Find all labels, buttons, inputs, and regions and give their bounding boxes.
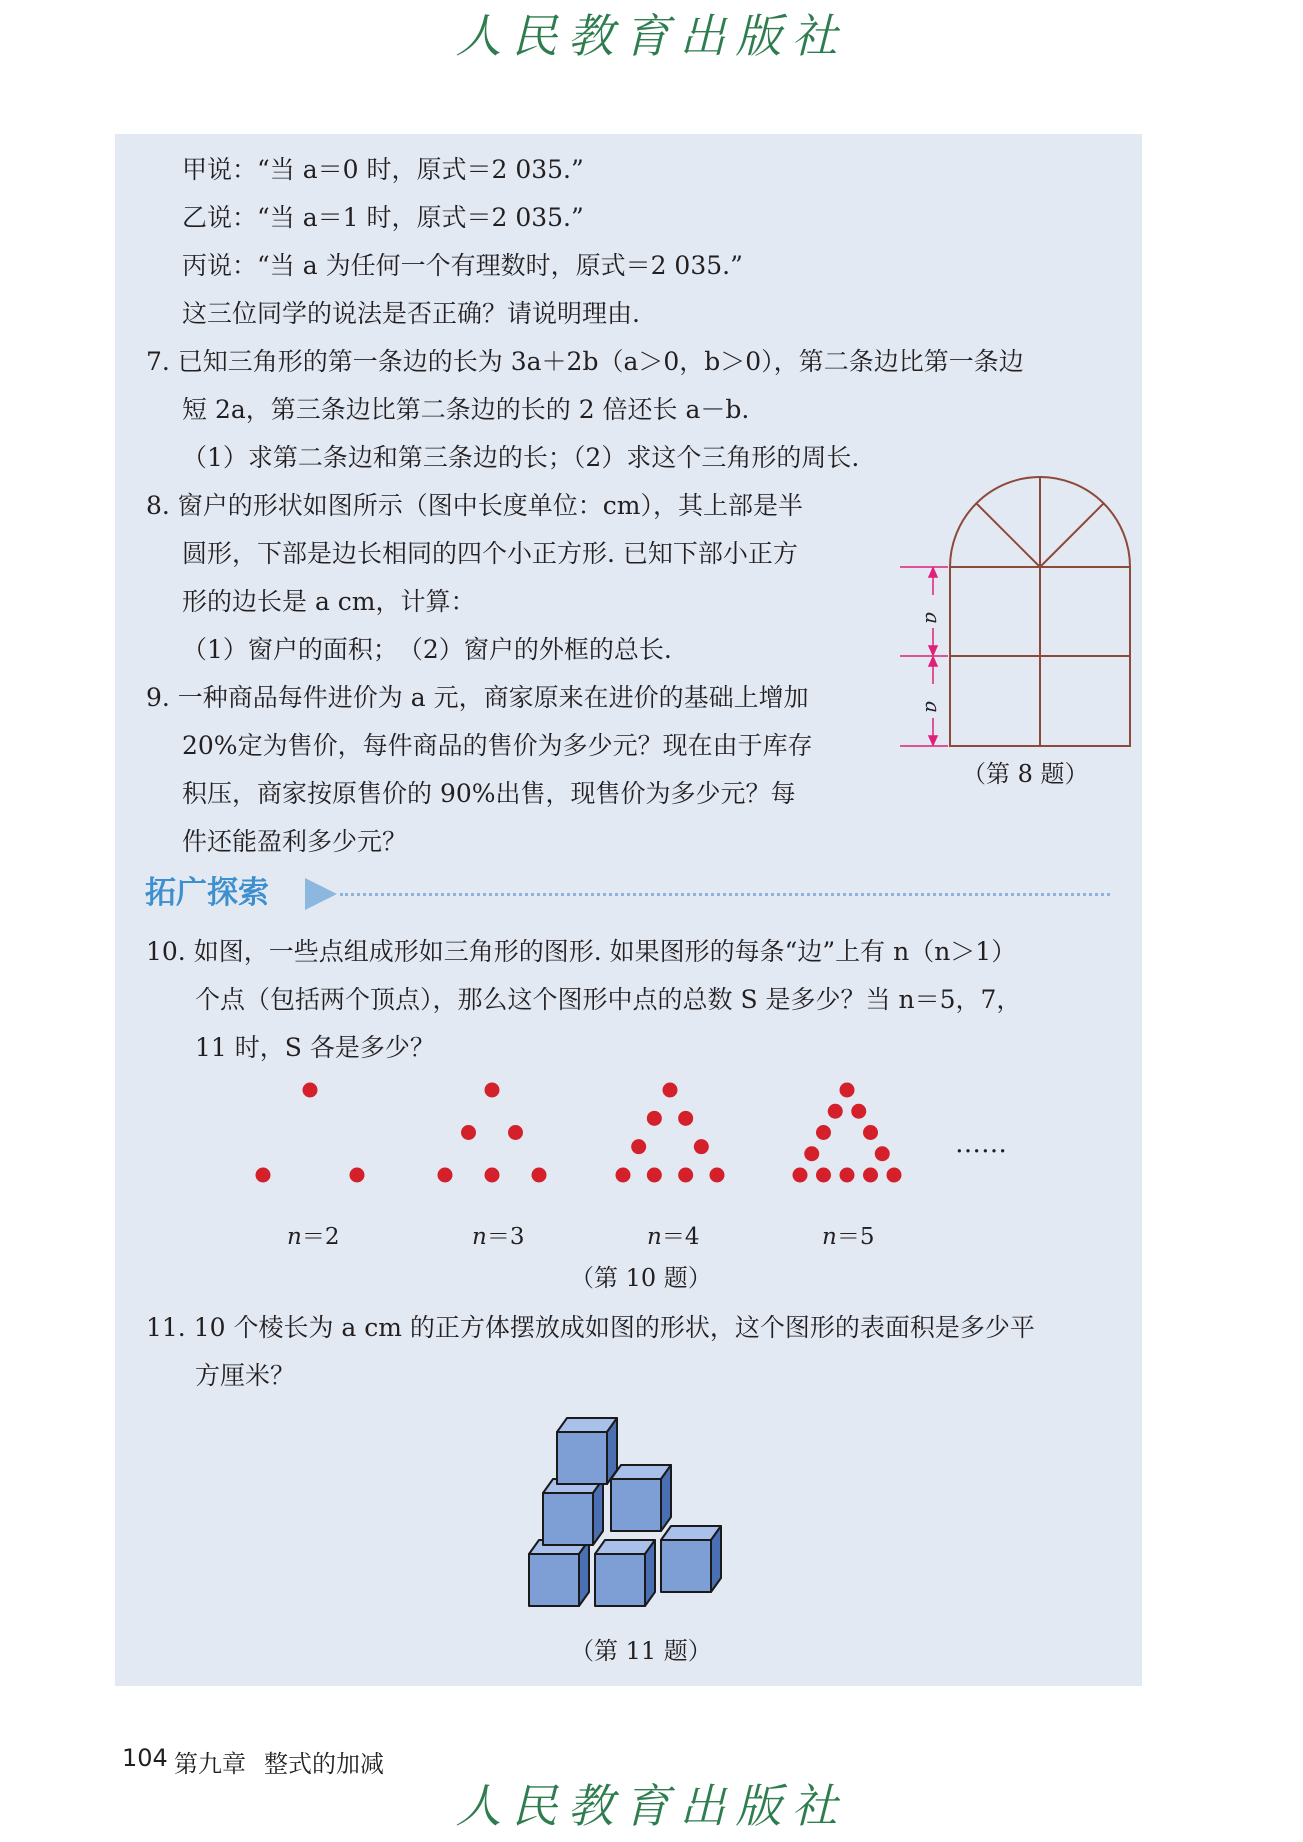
p11-line-1: 11. 10 个棱长为 a cm 的正方体摆放成如图的形状，这个图形的表面积是多少平 <box>146 1313 1035 1342</box>
publisher-logo-top: 人民教育出版社 <box>455 9 848 63</box>
section-arrow-icon <box>303 876 339 912</box>
dots-ellipsis: …… <box>955 1129 1007 1159</box>
p8-line-1: 8. 窗户的形状如图所示（图中长度单位：cm），其上部是半 <box>146 491 804 520</box>
dot-n2-0 <box>303 1083 318 1098</box>
dot-n2-2 <box>350 1168 365 1183</box>
p10-line-3: 11 时，S 各是多少？ <box>195 1033 435 1062</box>
dot-n5-7 <box>863 1168 878 1183</box>
p11-caption: （第 11 题） <box>570 1637 712 1665</box>
p8-line-3: 形的边长是 a cm，计算： <box>182 587 476 616</box>
dot-n2-1 <box>256 1168 271 1183</box>
dot-n3-0 <box>485 1083 500 1098</box>
dot-n4-6 <box>710 1168 725 1183</box>
dot-n5-9 <box>875 1146 890 1161</box>
dot-n4-3 <box>616 1168 631 1183</box>
dot-n5-10 <box>863 1125 878 1140</box>
dot-n5-3 <box>804 1146 819 1161</box>
section-title: 拓广探索 <box>145 875 269 911</box>
dot-n3-5 <box>508 1125 523 1140</box>
dot-n5-5 <box>816 1168 831 1183</box>
cubes-figure <box>525 1408 735 1608</box>
dot-n3-4 <box>532 1168 547 1183</box>
p10-caption: （第 10 题） <box>570 1264 712 1292</box>
p8-line-2: 圆形，下部是边长相同的四个小正方形. 已知下部小正方 <box>182 539 798 568</box>
dot-n5-6 <box>840 1168 855 1183</box>
cube-mid-right <box>611 1465 671 1531</box>
chapter-label: 第九章 <box>174 1750 246 1778</box>
page-number: 104 <box>122 1744 168 1772</box>
dim-label-a-1: a <box>921 612 945 624</box>
dim-label-a-2: a <box>921 701 945 713</box>
p6-line-4: 这三位同学的说法是否正确？请说明理由. <box>182 299 640 328</box>
p8-caption: （第 8 题） <box>962 760 1089 788</box>
dot-n5-11 <box>851 1104 866 1119</box>
p9-line-4: 件还能盈利多少元？ <box>182 827 408 856</box>
p7-line-2: 短 2a，第三条边比第二条边的长的 2 倍还长 a－b. <box>182 395 750 424</box>
dot-n4-8 <box>678 1111 693 1126</box>
section-divider <box>340 893 1110 896</box>
dot-n4-2 <box>631 1139 646 1154</box>
cube-bottom-right <box>661 1526 721 1592</box>
chapter-title: 整式的加减 <box>264 1750 384 1778</box>
p8-line-4: （1）窗户的面积； （2）窗户的外框的总长. <box>182 635 672 664</box>
p9-line-3: 积压，商家按原售价的 90%出售，现售价为多少元？每 <box>182 779 796 808</box>
n-label-4: n＝4 <box>647 1224 700 1250</box>
dot-n4-4 <box>647 1168 662 1183</box>
publisher-logo-bottom: 人民教育出版社 <box>455 1779 848 1833</box>
p7-line-1: 7. 已知三角形的第一条边的长为 3a＋2b（a＞0，b＞0），第二条边比第一条边 <box>146 347 1024 376</box>
dot-n3-3 <box>485 1168 500 1183</box>
p11-line-2: 方厘米？ <box>195 1361 296 1390</box>
n-label-3: n＝3 <box>472 1224 525 1250</box>
cube-mid-left <box>543 1479 603 1545</box>
dot-n5-2 <box>816 1125 831 1140</box>
p9-line-2: 20%定为售价，每件商品的售价为多少元？现在由于库存 <box>182 731 813 760</box>
p6-line-1: 甲说：“当 a＝0 时，原式＝2 035.” <box>182 155 584 184</box>
p9-line-1: 9. 一种商品每件进价为 a 元，商家原来在进价的基础上增加 <box>146 683 809 712</box>
window-figure <box>895 470 1135 750</box>
dot-n3-1 <box>461 1125 476 1140</box>
dot-n5-1 <box>828 1104 843 1119</box>
dot-n4-5 <box>678 1168 693 1183</box>
dot-n3-2 <box>438 1168 453 1183</box>
p10-line-2: 个点（包括两个顶点），那么这个图形中点的总数 S 是多少？当 n＝5，7， <box>195 985 1022 1014</box>
p7-line-3: （1）求第二条边和第三条边的长；（2）求这个三角形的周长. <box>182 443 860 472</box>
cube-bottom-left <box>529 1540 589 1606</box>
n-label-5: n＝5 <box>822 1224 875 1250</box>
triangle-dots-figure <box>230 1080 1030 1200</box>
cube-top <box>557 1418 617 1484</box>
dot-n4-7 <box>694 1139 709 1154</box>
dot-n5-0 <box>840 1083 855 1098</box>
cube-bottom-mid <box>595 1540 655 1606</box>
dot-n4-0 <box>663 1083 678 1098</box>
p6-line-3: 丙说：“当 a 为任何一个有理数时，原式＝2 035.” <box>182 251 743 280</box>
p10-line-1: 10. 如图，一些点组成形如三角形的图形. 如果图形的每条“边”上有 n（n＞1） <box>146 937 1017 966</box>
dot-n5-4 <box>793 1168 808 1183</box>
dot-n5-8 <box>887 1168 902 1183</box>
dot-n4-1 <box>647 1111 662 1126</box>
p6-line-2: 乙说：“当 a＝1 时，原式＝2 035.” <box>182 203 584 232</box>
n-label-2: n＝2 <box>287 1224 340 1250</box>
